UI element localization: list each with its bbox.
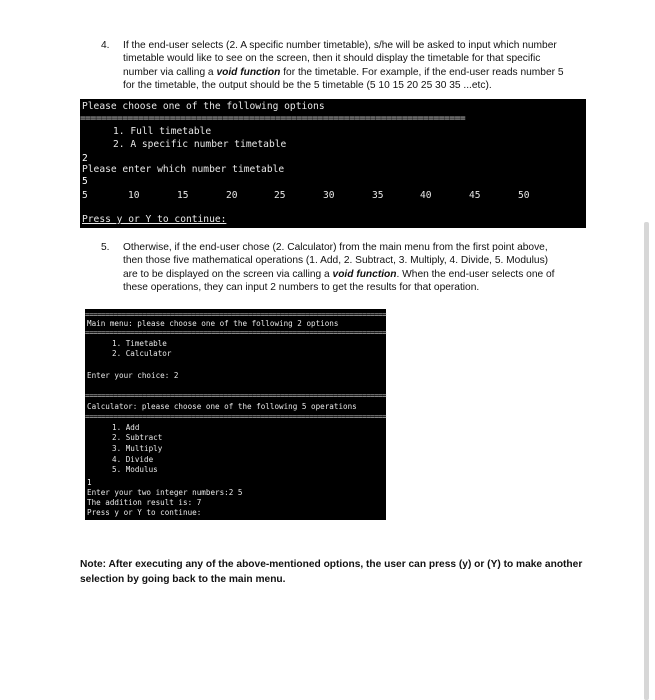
console-2-calc-option-5: 5. Modulus: [112, 465, 158, 474]
console-1-value: 35: [372, 190, 384, 201]
console-1-input-value: 5: [82, 176, 88, 187]
point-4-line-3-pre: number via calling a: [123, 66, 217, 78]
console-1-prompt: Please choose one of the following options: [82, 101, 325, 112]
console-1-value: 50: [518, 190, 530, 201]
point-4-line-3: [123, 66, 564, 79]
console-1-choice: 2: [82, 153, 88, 164]
console-1-value: 10: [128, 190, 140, 201]
point-4-paragraph: [101, 39, 601, 95]
console-2-separator-2: ==========================================================================: [85, 328, 387, 337]
console-2-operation-choice: 1: [87, 478, 92, 487]
note-paragraph: [80, 558, 582, 587]
console-1-value: 30: [323, 190, 335, 201]
console-1-separator: =========================================================================: [80, 113, 466, 124]
timetable-console-screenshot: [80, 99, 586, 228]
console-2-calculator-prompt: Calculator: please choose one of the following 5 operations: [87, 402, 357, 411]
point-4-line-4: for the timetable, the output should be the 5 timetable (5 10 15 20 25 30 35 ...etc).: [123, 80, 492, 92]
point-5-line-3: [123, 268, 555, 281]
point-5-paragraph: [101, 241, 601, 297]
console-1-value: 20: [226, 190, 238, 201]
point-4-line-3-post: for the timetable. For example, if the end-user reads number 5: [280, 66, 564, 78]
note-line-1: Note: After executing any of the above-mentioned options, the user can press (y) or (Y) to make another: [80, 559, 583, 570]
point-4-line-2: timetable would like to see on the screen, then it should display the timetable for that specific: [123, 53, 541, 65]
console-1-row-label: 5: [82, 190, 88, 201]
point-5-line-3-pre: are to be displayed on the screen via calling a: [123, 268, 333, 280]
console-1-option-1: 1. Full timetable: [113, 126, 212, 137]
console-2-enter-numbers: Enter your two integer numbers:2 5: [87, 488, 243, 497]
console-1-value: 25: [274, 190, 286, 201]
console-2-result: The addition result is: 7: [87, 498, 202, 507]
point-5-line-2: then those five mathematical operations (1. Add, 2. Subtract, 3. Multiply, 4. Divide, 5. Modulus): [123, 255, 549, 267]
console-2-calc-option-4: 4. Divide: [112, 455, 154, 464]
console-2-main-menu-prompt: Main menu: please choose one of the following 2 options: [87, 319, 339, 328]
console-1-value: 45: [469, 190, 481, 201]
point-5-void-function-emphasis: void function: [332, 268, 397, 280]
note-line-2: selection by going back to the main menu.: [80, 573, 286, 585]
console-2-main-option-1: 1. Timetable: [112, 339, 167, 348]
console-1-enter-prompt: Please enter which number timetable: [82, 164, 285, 175]
console-2-continue-prompt: Press y or Y to continue:: [87, 508, 202, 517]
point-4-number: 4.: [101, 40, 110, 51]
console-2-calc-option-3: 3. Multiply: [112, 444, 163, 453]
point-5-line-3-post: . When the end-user selects one of: [396, 268, 555, 280]
console-2-separator-4: ==========================================================================: [85, 412, 387, 421]
console-2-separator-1: ==========================================================================: [85, 310, 387, 319]
calculator-console-screenshot: [85, 309, 386, 520]
console-2-calc-option-2: 2. Subtract: [112, 433, 163, 442]
console-1-value: 15: [177, 190, 189, 201]
point-4-void-function-emphasis: void function: [216, 66, 281, 78]
console-2-main-option-2: 2. Calculator: [112, 349, 172, 358]
point-5-number: 5.: [101, 242, 110, 253]
point-4-line-1: If the end-user selects (2. A specific number timetable), s/he will be asked to input which number: [123, 40, 557, 51]
console-1-option-2: 2. A specific number timetable: [113, 139, 287, 150]
console-2-enter-choice: Enter your choice: 2: [87, 371, 179, 380]
console-1-value: 40: [420, 190, 432, 201]
console-2-calc-option-1: 1. Add: [112, 423, 140, 432]
point-5-line-4: these operations, they can input 2 numbers to get the results for that operation.: [123, 282, 480, 294]
console-1-continue-prompt: Press y or Y to continue:: [82, 214, 227, 225]
vertical-scrollbar[interactable]: [644, 222, 649, 700]
console-2-separator-3: ==========================================================================: [85, 391, 387, 400]
point-5-line-1: Otherwise, if the end-user chose (2. Calculator) from the main menu from the first point above,: [123, 242, 548, 253]
